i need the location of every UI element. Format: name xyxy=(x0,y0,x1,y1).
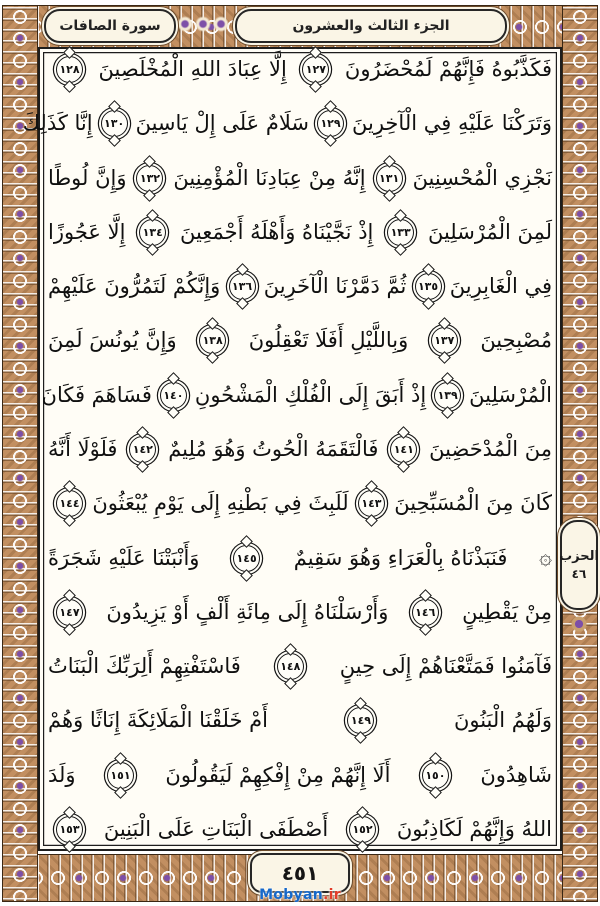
ornate-border-right xyxy=(562,5,598,902)
ayah-text: شَاهِدُونَ xyxy=(480,762,552,787)
ayah-text: أَلَا إِنَّهُمْ مِنْ إِفْكِهِمْ لَيَقُولُونَ xyxy=(165,762,391,787)
ayah-text: مُصْبِحِينَ xyxy=(480,328,552,353)
ayah-text: فَنَبَذْنَاهُ بِالْعَرَاءِ وَهُوَ سَقِيمٌ xyxy=(293,545,508,570)
ayah-text: فَالْتَقَمَهُ الْحُوتُ وَهُوَ مُلِيمٌ xyxy=(168,436,379,461)
mushaf-line xyxy=(41,382,552,409)
ayah-text: كَانَ مِنَ الْمُسَبِّحِينَ xyxy=(394,491,552,516)
juz-title-cartouche xyxy=(235,9,507,43)
verse-number-medallion: ١٤٩ xyxy=(347,707,374,734)
verse-number-medallion: ١٣٥ xyxy=(415,273,442,300)
verse-number-medallion: ١٣٤ xyxy=(139,219,166,246)
ayah-text: مِنْ يَقْطِينٍ xyxy=(462,599,552,624)
ayah-text: فَآمَنُوا فَمَتَّعْنَاهُمْ إِلَى حِينٍ xyxy=(339,654,552,679)
mushaf-line xyxy=(48,762,552,789)
mushaf-text-block xyxy=(22,56,552,843)
mushaf-line xyxy=(48,165,552,192)
verse-number-medallion: ١٤٣ xyxy=(358,490,385,517)
ayah-text: إِذْ أَبَقَ إِلَى الْفُلْكِ الْمَشْحُونِ xyxy=(194,382,427,407)
ayah-text: نَجْزِي الْمُحْسِنِينَ xyxy=(412,165,552,190)
verse-number-medallion: ١٢٧ xyxy=(302,56,329,83)
mushaf-line xyxy=(48,436,552,463)
mushaf-line xyxy=(48,327,552,354)
ayah-text: فَاسْتَفْتِهِمْ أَلِرَبِّكَ الْبَنَاتُ xyxy=(48,654,241,679)
ayah-text: إِذْ نَجَّيْنَاهُ وَأَهْلَهُ أَجْمَعِينَ xyxy=(180,219,374,244)
mushaf-line xyxy=(48,545,552,572)
verse-number-medallion: ١٤١ xyxy=(390,436,417,463)
verse-number-medallion: ١٤٨ xyxy=(277,653,304,680)
hizb-marker xyxy=(559,520,599,642)
ayah-text: مِنَ الْمُدْحَضِينَ xyxy=(429,436,552,461)
verse-number-medallion: ١٤٧ xyxy=(56,599,83,626)
ayah-text: وَتَرَكْنَا عَلَيْهِ فِي الْآخِرِينَ xyxy=(352,111,552,136)
verse-number-medallion: ١٤٤ xyxy=(56,490,83,517)
verse-number-medallion: ١٥١ xyxy=(107,762,134,789)
ayah-text: ثُمَّ دَمَّرْنَا الْآخَرِينَ xyxy=(263,274,407,299)
ayah-text: أَصْطَفَى الْبَنَاتِ عَلَى الْبَنِينَ xyxy=(103,816,329,841)
ayah-text: سَلَامٌ عَلَى إِلْ يَاسِينَ xyxy=(135,111,310,136)
mushaf-line xyxy=(48,707,552,734)
juz-title: الجزء الثالث والعشرون xyxy=(292,18,450,34)
mushaf-line xyxy=(48,490,552,517)
ayah-text: اللهُ وَإِنَّهُمْ لَكَاذِبُونَ xyxy=(396,816,552,841)
verse-number-medallion: ١٣٦ xyxy=(229,273,256,300)
ayah-text: فَلَوْلَا أَنَّهُ xyxy=(48,436,118,461)
ayah-text: فِي الْغَابِرِينَ xyxy=(449,274,552,299)
mushaf-line xyxy=(48,816,552,843)
mushaf-line xyxy=(48,599,552,626)
verse-number-medallion: ١٣٢ xyxy=(136,165,163,192)
mushaf-line xyxy=(48,219,552,246)
watermark-name: Mobyan xyxy=(259,887,323,903)
ayah-text: وَلَهُمُ الْبَنُونَ xyxy=(453,708,552,733)
hizb-cartouche xyxy=(560,520,598,610)
ayah-text: إِلَّا عِبَادَ اللهِ الْمُخْلَصِينَ xyxy=(98,57,287,81)
ayah-text: الْمُرْسَلِينَ xyxy=(469,382,552,407)
verse-number-medallion: ١٣٧ xyxy=(431,327,458,354)
verse-number-medallion: ١٥٢ xyxy=(349,816,376,843)
rub-el-hizb-icon: ۞ xyxy=(539,545,552,571)
page-number: ٤٥١ xyxy=(281,861,319,885)
verse-number-medallion: ١٤٢ xyxy=(129,436,156,463)
ayah-text: وَإِنَّ لُوطًا xyxy=(48,165,127,190)
watermark xyxy=(259,887,341,903)
verse-number-medallion: ١٣٨ xyxy=(199,327,226,354)
ayah-text: فَكَذَّبُوهُ فَإِنَّهُمْ لَمُحْضَرُونَ xyxy=(344,57,552,81)
verse-number-medallion: ١٢٨ xyxy=(56,56,83,83)
ayah-text: أَمْ خَلَقْنَا الْمَلَائِكَةَ إِنَاثًا وَهُمْ xyxy=(48,708,268,733)
verse-number-medallion: ١٤٠ xyxy=(160,382,187,409)
ayah-text: وَلَدَ xyxy=(48,762,76,787)
ayah-text: لَلَبِثَ فِي بَطْنِهِ إِلَى يَوْمِ يُبْعَثُونَ xyxy=(92,491,349,516)
mushaf-line xyxy=(22,110,552,137)
watermark-suffix: .ir xyxy=(323,887,341,903)
flower-ornament-icon xyxy=(571,616,587,632)
ayah-text: فَسَاهَمَ فَكَانَ xyxy=(41,382,152,407)
ayah-text: إِنَّا كَذَلِكَ xyxy=(22,111,93,136)
ornate-border-left xyxy=(2,5,38,902)
verse-number-medallion: ١٢٩ xyxy=(317,110,344,137)
ayah-text: إِلَّا عَجُوزًا xyxy=(48,219,126,244)
ayah-text: وَأَنْبَتْنَا عَلَيْهِ شَجَرَةً xyxy=(48,545,200,570)
surah-title-cartouche xyxy=(44,9,176,43)
verse-number-medallion: ١٤٥ xyxy=(233,545,260,572)
surah-title: سورة الصافات xyxy=(59,18,161,34)
ayah-text: وَبِاللَّيْلِ أَفَلَا تَعْقِلُونَ xyxy=(248,328,409,353)
hizb-number: ٤٦ xyxy=(571,567,587,581)
ayah-text: إِنَّهُ مِنْ عِبَادِنَا الْمُؤْمِنِينَ xyxy=(173,165,366,190)
verse-number-medallion: ١٣٠ xyxy=(101,110,128,137)
verse-number-medallion: ١٣٣ xyxy=(387,219,414,246)
ayah-text: وَإِنَّ يُونُسَ لَمِنَ xyxy=(48,328,177,353)
mushaf-line xyxy=(48,56,552,83)
mushaf-line xyxy=(48,653,552,680)
verse-number-medallion: ١٣١ xyxy=(376,165,403,192)
verse-number-medallion: ١٥٠ xyxy=(422,762,449,789)
verse-number-medallion: ١٥٣ xyxy=(56,816,83,843)
ayah-text: لَمِنَ الْمُرْسَلِينَ xyxy=(427,219,552,244)
hizb-label: الحزب xyxy=(559,549,599,564)
verse-number-medallion: ١٣٩ xyxy=(434,382,461,409)
mushaf-line xyxy=(48,273,552,300)
ayah-text: وَإِنَّكُمْ لَتَمُرُّونَ عَلَيْهِمْ xyxy=(48,274,221,299)
flower-ornament-icon xyxy=(176,12,232,36)
ayah-text: وَأَرْسَلْنَاهُ إِلَى مِائَةِ أَلْفٍ أَوْ يَزِيدُونَ xyxy=(106,599,389,624)
verse-number-medallion: ١٤٦ xyxy=(412,599,439,626)
